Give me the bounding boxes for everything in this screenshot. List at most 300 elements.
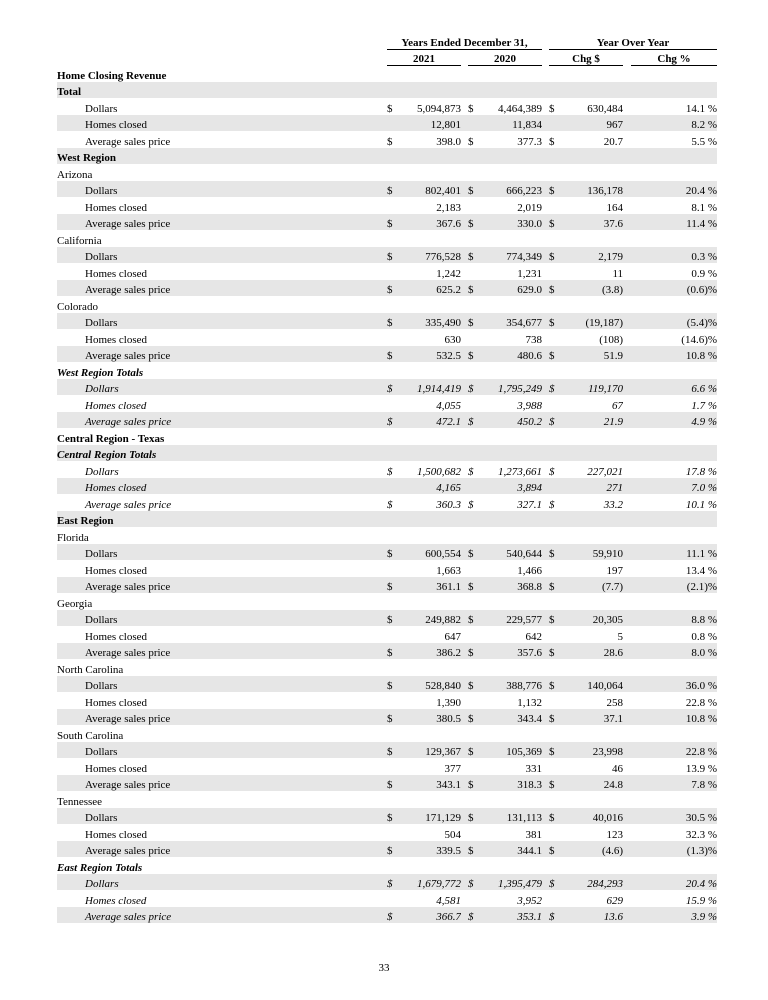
column-spacer: [461, 263, 468, 280]
dollar-sign-2020: $: [468, 878, 474, 890]
dollar-sign-chg: $: [549, 251, 555, 263]
value-chg-percent: 1.7 %: [691, 399, 718, 412]
value-chg-percent: 30.5 %: [685, 812, 718, 824]
value-2020: [482, 164, 542, 181]
row-label: Average sales price: [85, 845, 171, 857]
dollar-sign-chg: $: [549, 284, 555, 296]
value-2021: 528,840: [425, 680, 461, 692]
column-spacer: [623, 593, 631, 610]
column-spacer: [461, 131, 468, 148]
dollar-sign-2021: $: [387, 878, 393, 890]
dollar-sign-2021: $: [387, 548, 393, 560]
value-chg-percent: 14.1 %: [685, 102, 718, 115]
column-spacer: [461, 164, 468, 181]
value-chg-percent: 7.0 %: [691, 482, 718, 494]
value-chg-percent: [631, 164, 717, 181]
dollar-sign-2021: [387, 362, 401, 379]
row-label: Homes closed: [85, 630, 148, 643]
value-chg-dollars: (7.7): [601, 581, 624, 593]
dollar-sign-chg: [549, 560, 563, 577]
column-spacer: [461, 527, 468, 544]
dollar-sign-chg: [549, 593, 563, 610]
value-chg-percent: [631, 791, 717, 808]
table-row: [57, 527, 717, 544]
column-spacer: [542, 593, 549, 610]
column-spacer: [623, 824, 631, 841]
value-2021: 4,055: [436, 399, 461, 412]
value-2021: 2,183: [436, 201, 461, 214]
table-row: [57, 758, 717, 775]
value-2020: [482, 428, 542, 445]
column-spacer: [623, 164, 631, 181]
table-row: [57, 560, 717, 577]
value-chg-dollars: (19,187): [585, 317, 624, 329]
table-row: [57, 742, 717, 759]
row-label: Tennessee: [57, 795, 103, 808]
column-spacer: [461, 197, 468, 214]
value-2020: 480.6: [517, 350, 543, 362]
column-spacer: [623, 98, 631, 115]
column-spacer: [623, 626, 631, 643]
value-chg-percent: 13.9 %: [685, 762, 718, 775]
value-chg-percent: (14.6)%: [681, 333, 718, 346]
value-2021: 249,882: [425, 614, 461, 626]
dollar-sign-2020: $: [468, 350, 474, 362]
dollar-sign-2020: $: [468, 911, 474, 923]
dollar-sign-2020: $: [468, 218, 474, 230]
dollar-sign-chg: $: [549, 498, 555, 511]
dollar-sign-2021: [387, 725, 401, 742]
dollar-sign-chg: $: [549, 135, 555, 148]
value-2021: 129,367: [425, 746, 461, 758]
column-spacer: [623, 907, 631, 924]
column-spacer: [623, 742, 631, 759]
dollar-sign-2021: $: [387, 779, 393, 791]
value-2020: 450.2: [517, 416, 543, 428]
dollar-sign-2021: [387, 511, 401, 528]
years-ended-group-header: Years Ended December 31,: [387, 33, 542, 49]
column-spacer: [623, 247, 631, 264]
table-row: [57, 280, 717, 297]
column-spacer: [461, 82, 468, 99]
column-spacer: [542, 379, 549, 396]
column-spacer: [542, 494, 549, 511]
table-row: [57, 82, 717, 99]
dollar-sign-2020: $: [468, 383, 474, 395]
column-spacer: [623, 659, 631, 676]
row-label: Average sales price: [85, 911, 172, 923]
value-chg-dollars: 28.6: [603, 647, 624, 659]
value-chg-percent: (5.4)%: [686, 317, 718, 329]
column-spacer: [623, 148, 631, 165]
row-label: Colorado: [57, 300, 98, 313]
column-spacer: [542, 313, 549, 330]
dollar-sign-chg: [549, 263, 563, 280]
column-spacer: [623, 131, 631, 148]
value-chg-percent: [631, 511, 717, 528]
value-chg-dollars: [563, 230, 623, 247]
dollar-sign-2020: [468, 296, 482, 313]
value-chg-dollars: 37.1: [603, 713, 624, 725]
dollar-sign-2021: $: [387, 713, 393, 725]
value-2021: 4,165: [436, 482, 461, 494]
value-chg-percent: [631, 445, 717, 462]
dollar-sign-chg: [549, 445, 563, 462]
dollar-sign-chg: $: [549, 713, 555, 725]
value-2020: 357.6: [517, 647, 543, 659]
value-2020: 3,988: [517, 399, 543, 412]
column-spacer: [542, 329, 549, 346]
value-2021: 377: [444, 762, 461, 775]
table-row: [57, 296, 717, 313]
column-spacer: [542, 98, 549, 115]
dollar-sign-2021: [387, 164, 401, 181]
row-label: Homes closed: [85, 267, 148, 280]
row-label: Average sales price: [85, 218, 171, 230]
dollar-sign-2020: $: [468, 135, 474, 148]
dollar-sign-2021: [387, 329, 401, 346]
column-spacer: [623, 775, 631, 792]
dollar-sign-chg: [549, 329, 563, 346]
column-spacer: [461, 181, 468, 198]
value-chg-dollars: [563, 82, 623, 99]
value-2021: 625.2: [436, 284, 461, 296]
dollar-sign-2021: $: [387, 185, 393, 197]
value-chg-dollars: 37.6: [603, 218, 624, 230]
value-chg-dollars: 51.9: [603, 350, 624, 362]
value-2020: 105,369: [506, 746, 543, 758]
value-2020: [482, 659, 542, 676]
value-2020: 318.3: [517, 779, 543, 791]
dollar-sign-2020: $: [468, 647, 474, 659]
value-2021: 504: [444, 828, 461, 841]
row-label: Homes closed: [85, 399, 147, 412]
dollar-sign-2020: $: [468, 185, 474, 197]
value-chg-percent: 4.9 %: [691, 416, 718, 428]
value-chg-percent: 0.8 %: [691, 630, 718, 643]
value-chg-dollars: 629: [606, 894, 624, 907]
table-row: [57, 643, 717, 660]
value-2021: 380.5: [436, 713, 461, 725]
column-spacer: [623, 874, 631, 891]
column-spacer: [542, 164, 549, 181]
dollar-sign-chg: $: [549, 647, 555, 659]
value-chg-dollars: [563, 659, 623, 676]
value-chg-percent: 20.4 %: [685, 185, 718, 197]
value-2021: 361.1: [436, 581, 461, 593]
dollar-sign-2020: $: [468, 713, 474, 725]
column-spacer: [623, 643, 631, 660]
dollar-sign-chg: [549, 824, 563, 841]
column-header-chg-dollars: Chg $: [549, 49, 623, 65]
dollar-sign-2021: $: [387, 218, 393, 230]
value-2020: [482, 148, 542, 165]
value-2021: [401, 659, 461, 676]
row-label: South Carolina: [57, 729, 124, 742]
value-chg-dollars: [563, 593, 623, 610]
table-row: [57, 98, 717, 115]
row-label: Homes closed: [85, 119, 148, 131]
dollar-sign-2020: [468, 725, 482, 742]
column-spacer: [461, 890, 468, 907]
dollar-sign-2020: $: [468, 284, 474, 296]
value-chg-dollars: (108): [599, 333, 624, 346]
dollar-sign-2021: $: [387, 102, 393, 115]
table-row: [57, 461, 717, 478]
row-label: Homes closed: [85, 201, 148, 214]
dollar-sign-2021: $: [387, 647, 393, 659]
table-row: [57, 412, 717, 429]
value-2020: [482, 593, 542, 610]
column-header-chg-percent: Chg %: [631, 49, 717, 65]
value-chg-percent: [631, 82, 717, 99]
column-spacer: [542, 709, 549, 726]
row-label: Dollars: [85, 185, 118, 197]
value-2020: 666,223: [506, 185, 543, 197]
column-spacer: [461, 214, 468, 231]
row-label: Homes closed: [85, 333, 148, 346]
value-chg-dollars: [563, 445, 623, 462]
dollar-sign-2020: [468, 890, 482, 907]
value-2020: [482, 296, 542, 313]
column-spacer: [542, 610, 549, 627]
dollar-sign-2020: $: [468, 548, 474, 560]
dollar-sign-2020: [468, 65, 482, 82]
dollar-sign-2021: $: [387, 383, 393, 395]
value-2020: 738: [525, 333, 543, 346]
dollar-sign-2021: [387, 263, 401, 280]
row-label: Average sales price: [85, 135, 171, 148]
dollar-sign-chg: [549, 82, 563, 99]
table-row: [57, 610, 717, 627]
column-spacer: [461, 346, 468, 363]
value-chg-percent: [631, 527, 717, 544]
dollar-sign-chg: [549, 230, 563, 247]
table-row: [57, 263, 717, 280]
value-2020: [482, 725, 542, 742]
column-spacer: [542, 65, 549, 82]
dollar-sign-chg: [549, 65, 563, 82]
column-header-2021: 2021: [387, 49, 461, 65]
value-chg-dollars: [563, 527, 623, 544]
value-chg-dollars: 59,910: [592, 548, 624, 560]
value-chg-dollars: 258: [606, 696, 624, 709]
value-2020: [482, 362, 542, 379]
value-2020: 774,349: [506, 251, 543, 263]
row-label: Florida: [57, 531, 89, 544]
column-spacer: [461, 676, 468, 693]
dollar-sign-2020: [468, 659, 482, 676]
dollar-sign-2021: [387, 197, 401, 214]
value-2020: 344.1: [517, 845, 543, 857]
table-row: [57, 659, 717, 676]
column-spacer: [461, 791, 468, 808]
column-spacer: [461, 808, 468, 825]
value-2021: 360.3: [436, 498, 461, 511]
value-chg-dollars: 21.9: [603, 416, 624, 428]
dollar-sign-2020: $: [468, 251, 474, 263]
column-spacer: [623, 181, 631, 198]
dollar-sign-2021: $: [387, 350, 393, 362]
value-chg-percent: 8.2 %: [691, 119, 718, 131]
column-spacer: [623, 82, 631, 99]
dollar-sign-chg: $: [549, 779, 555, 791]
column-spacer: [461, 560, 468, 577]
dollar-sign-chg: $: [549, 383, 555, 395]
value-2020: 1,395,479: [498, 878, 543, 890]
value-chg-dollars: [563, 296, 623, 313]
row-label: Central Region Totals: [57, 449, 157, 461]
value-2020: 131,113: [506, 812, 543, 824]
table-row: [57, 511, 717, 528]
column-spacer: [542, 280, 549, 297]
dollar-sign-2020: $: [468, 812, 474, 824]
value-chg-percent: (2.1)%: [686, 581, 718, 593]
dollar-sign-2020: $: [468, 416, 474, 428]
value-chg-percent: 15.9 %: [685, 894, 718, 907]
page-number: 33: [378, 962, 390, 974]
table-row: [57, 494, 717, 511]
table-row: [57, 131, 717, 148]
dollar-sign-2020: $: [468, 465, 474, 478]
dollar-sign-2020: $: [468, 845, 474, 857]
row-label: Average sales price: [85, 416, 172, 428]
value-chg-percent: [631, 230, 717, 247]
value-2021: 802,401: [425, 185, 461, 197]
value-2021: [401, 296, 461, 313]
table-row: [57, 725, 717, 742]
column-spacer: [542, 511, 549, 528]
dollar-sign-2020: $: [468, 102, 474, 115]
column-spacer: [623, 296, 631, 313]
value-2020: 2,019: [517, 201, 543, 214]
column-spacer: [623, 841, 631, 858]
column-spacer: [542, 197, 549, 214]
column-spacer: [542, 725, 549, 742]
value-2020: 229,577: [506, 614, 543, 626]
column-spacer: [623, 725, 631, 742]
table-row: [57, 577, 717, 594]
value-chg-percent: [631, 148, 717, 165]
column-spacer: [461, 362, 468, 379]
value-chg-percent: 13.4 %: [685, 564, 718, 577]
column-spacer: [542, 560, 549, 577]
value-2020: 4,464,389: [498, 102, 543, 115]
table-row: [57, 692, 717, 709]
value-2021: 776,528: [425, 251, 461, 263]
table-row: [57, 626, 717, 643]
dollar-sign-2020: [468, 593, 482, 610]
value-2021: 366.7: [436, 911, 461, 923]
value-chg-dollars: 46: [612, 762, 624, 775]
column-spacer: [542, 230, 549, 247]
value-2020: [482, 791, 542, 808]
row-label: Homes closed: [85, 828, 148, 841]
value-chg-dollars: 123: [606, 828, 624, 841]
dollar-sign-2021: $: [387, 317, 393, 329]
value-chg-dollars: [563, 857, 623, 874]
column-header-2020: 2020: [468, 49, 542, 65]
value-chg-percent: 32.3 %: [685, 828, 718, 841]
row-label: Arizona: [57, 168, 93, 181]
column-spacer: [542, 148, 549, 165]
dollar-sign-2021: [387, 296, 401, 313]
value-chg-dollars: 197: [606, 564, 624, 577]
table-row: [57, 907, 717, 924]
value-chg-percent: 10.1 %: [685, 498, 718, 511]
table-row: [57, 593, 717, 610]
column-spacer: [461, 758, 468, 775]
dollar-sign-2020: [468, 362, 482, 379]
column-spacer: [461, 907, 468, 924]
value-2020: [482, 82, 542, 99]
value-2020: [482, 857, 542, 874]
value-2021: [401, 230, 461, 247]
header-spacer: [57, 49, 387, 65]
dollar-sign-2021: [387, 758, 401, 775]
column-spacer: [623, 362, 631, 379]
dollar-sign-chg: $: [549, 218, 555, 230]
row-label: Dollars: [85, 383, 119, 395]
value-2021: 532.5: [436, 350, 461, 362]
column-spacer: [461, 692, 468, 709]
dollar-sign-chg: [549, 428, 563, 445]
dollar-sign-2021: $: [387, 614, 393, 626]
column-spacer: [542, 676, 549, 693]
column-spacer: [623, 890, 631, 907]
value-2021: 4,581: [436, 894, 461, 907]
table-row: [57, 214, 717, 231]
dollar-sign-2020: $: [468, 680, 474, 692]
column-spacer: [542, 824, 549, 841]
dollar-sign-2020: $: [468, 614, 474, 626]
column-spacer: [542, 263, 549, 280]
column-spacer: [623, 544, 631, 561]
column-spacer: [461, 445, 468, 462]
dollar-sign-2020: [468, 791, 482, 808]
row-label: Dollars: [85, 251, 118, 263]
table-row: [57, 247, 717, 264]
dollar-sign-chg: $: [549, 746, 555, 758]
column-spacer: [542, 791, 549, 808]
dollar-sign-chg: $: [549, 812, 555, 824]
value-2020: 3,952: [517, 894, 543, 907]
row-label: West Region Totals: [57, 366, 144, 379]
table-row: [57, 313, 717, 330]
column-spacer: [542, 742, 549, 759]
value-chg-dollars: 20,305: [592, 614, 624, 626]
row-label: Dollars: [85, 812, 118, 824]
column-spacer: [461, 593, 468, 610]
value-chg-percent: [631, 296, 717, 313]
dollar-sign-chg: [549, 511, 563, 528]
dollar-sign-2021: [387, 395, 401, 412]
dollar-sign-2020: [468, 164, 482, 181]
value-2020: 327.1: [517, 498, 543, 511]
table-row: [57, 115, 717, 132]
column-header-row: [57, 49, 717, 65]
table-row: [57, 808, 717, 825]
dollar-sign-2021: $: [387, 465, 393, 478]
header-spacer: [57, 33, 387, 49]
column-spacer: [461, 428, 468, 445]
value-2021: 343.1: [436, 779, 461, 791]
value-2021: 630: [444, 333, 461, 346]
header-spacer: [623, 49, 631, 65]
column-spacer: [623, 65, 631, 82]
row-label: Dollars: [85, 548, 118, 560]
column-spacer: [542, 428, 549, 445]
